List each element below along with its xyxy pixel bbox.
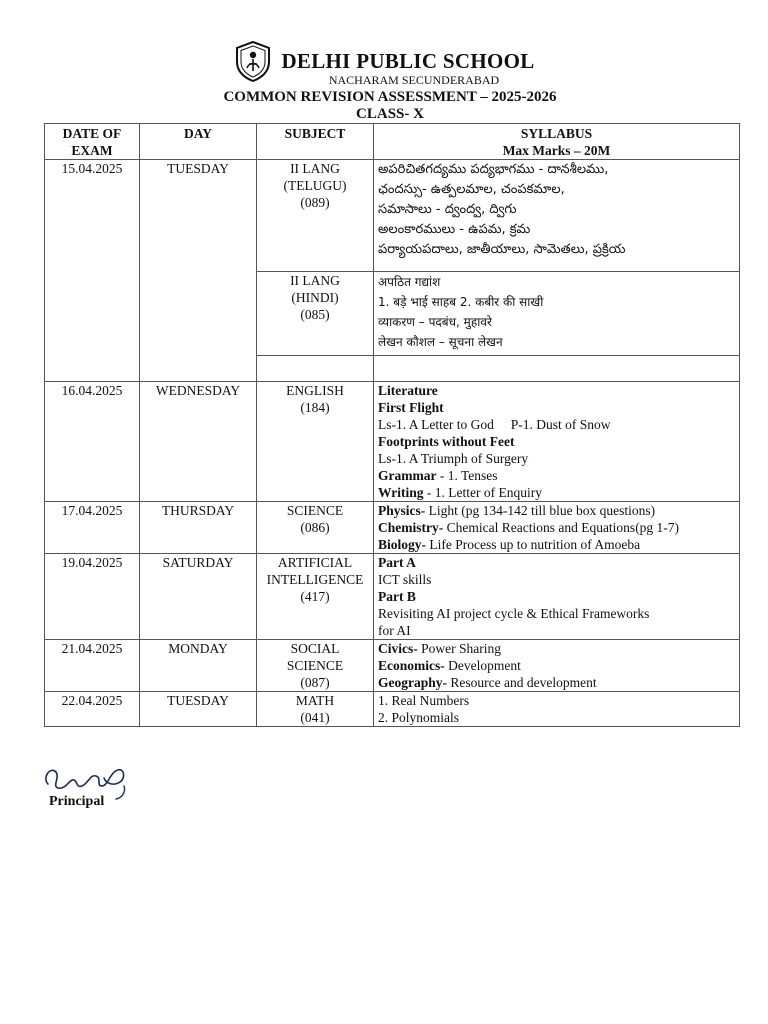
exam-date: 17.04.2025 bbox=[45, 502, 140, 554]
syllabus-line: పర్యాయపదాలు, జాతీయాలు, సామెతలు, ప్రక్రియ bbox=[378, 242, 626, 257]
subject-cell bbox=[257, 160, 374, 272]
subject-line: SOCIAL bbox=[290, 641, 340, 656]
exam-day: WEDNESDAY bbox=[140, 382, 257, 502]
syllabus-line bbox=[378, 536, 735, 553]
syllabus-line bbox=[378, 605, 735, 622]
subject-line: (089) bbox=[300, 195, 330, 210]
syllabus-cell bbox=[374, 640, 740, 692]
syllabus-line: అపరిచితగద్యము పద్యభాగము - దానశీలము, bbox=[378, 162, 609, 177]
principal-label: Principal bbox=[49, 794, 105, 809]
syllabus-line bbox=[378, 433, 735, 450]
exam-day: MONDAY bbox=[140, 640, 257, 692]
syllabus-heading: Part A bbox=[378, 555, 416, 570]
syllabus-cell bbox=[374, 554, 740, 640]
syllabus-cell bbox=[374, 272, 740, 356]
school-crest-icon bbox=[233, 40, 273, 82]
syllabus-heading: Economics- bbox=[378, 658, 445, 673]
syllabus-line: लेखन कौशल – सूचना लेखन bbox=[378, 335, 503, 349]
syllabus-cell bbox=[374, 382, 740, 502]
syllabus-line: ఛందస్సు- ఉత్పలమాల, చంపకమాల, bbox=[378, 182, 565, 197]
syllabus-heading: Grammar bbox=[378, 468, 437, 483]
syllabus-line: సమాసాలు - ద్వంద్వ, ద్విగు bbox=[378, 202, 517, 217]
school-name: DELHI PUBLIC SCHOOL bbox=[281, 48, 535, 73]
subject-line: (041) bbox=[300, 710, 330, 725]
syllabus-heading: Footprints without Feet bbox=[378, 434, 515, 449]
table-header-row bbox=[45, 124, 740, 160]
subject-line: ARTIFICIAL bbox=[277, 555, 353, 570]
syllabus-heading: Part B bbox=[378, 589, 416, 604]
table-row bbox=[45, 554, 740, 640]
subject-cell bbox=[257, 502, 374, 554]
header-max-marks: Max Marks – 20M bbox=[502, 143, 611, 158]
empty-syllabus-cell bbox=[374, 356, 740, 382]
syllabus-heading: Biology- bbox=[378, 537, 427, 552]
syllabus-text: Ls-1. A Triumph of Surgery bbox=[378, 451, 529, 466]
syllabus-text: 2. Polynomials bbox=[378, 710, 460, 725]
syllabus-text: Ls-1. A Letter to God P-1. Dust of Snow bbox=[378, 417, 611, 432]
syllabus-line bbox=[378, 519, 735, 536]
syllabus-line bbox=[378, 674, 735, 691]
exam-date: 16.04.2025 bbox=[45, 382, 140, 502]
subject-line: (184) bbox=[300, 400, 330, 415]
syllabus-heading: Physics- bbox=[378, 503, 426, 518]
subject-line: (HINDI) bbox=[291, 290, 339, 305]
exam-date: 15.04.2025 bbox=[45, 160, 140, 382]
empty-subject-cell bbox=[257, 356, 374, 382]
subject-cell bbox=[257, 692, 374, 727]
syllabus-text: Life Process up to nutrition of Amoeba bbox=[426, 537, 641, 552]
syllabus-line bbox=[378, 502, 735, 519]
syllabus-text: 1. Real Numbers bbox=[378, 693, 470, 708]
subject-line: (086) bbox=[300, 520, 330, 535]
syllabus-heading: First Flight bbox=[378, 400, 444, 415]
exam-date: 19.04.2025 bbox=[45, 554, 140, 640]
syllabus-text: Revisiting AI project cycle & Ethical Frameworks bbox=[378, 606, 650, 621]
header-day: DAY bbox=[140, 124, 257, 160]
school-branch: NACHARAM SECUNDERABAD bbox=[328, 73, 500, 87]
subject-line: MATH bbox=[295, 693, 335, 708]
subject-line: (085) bbox=[300, 307, 330, 322]
syllabus-text: Light (pg 134-142 till blue box questions) bbox=[425, 503, 656, 518]
exam-day: TUESDAY bbox=[140, 160, 257, 382]
subject-cell bbox=[257, 554, 374, 640]
subject-line: II LANG bbox=[290, 161, 340, 176]
subject-line: ENGLISH bbox=[286, 383, 344, 398]
exam-day: TUESDAY bbox=[140, 692, 257, 727]
syllabus-text: ICT skills bbox=[378, 572, 432, 587]
syllabus-line bbox=[378, 640, 735, 657]
syllabus-heading: Geography- bbox=[378, 675, 447, 690]
exam-day: SATURDAY bbox=[140, 554, 257, 640]
table-row bbox=[45, 692, 740, 727]
exam-schedule-table bbox=[44, 123, 740, 727]
exam-date: 22.04.2025 bbox=[45, 692, 140, 727]
syllabus-line bbox=[378, 554, 735, 571]
syllabus-heading: Writing bbox=[378, 485, 424, 500]
syllabus-line bbox=[378, 399, 735, 416]
syllabus-text: - 1. Tenses bbox=[436, 468, 498, 483]
syllabus-heading: Literature bbox=[378, 383, 438, 398]
syllabus-text: Power Sharing bbox=[417, 641, 501, 656]
header-subject: SUBJECT bbox=[257, 124, 374, 160]
subject-line: (TELUGU) bbox=[283, 178, 347, 193]
subject-line: SCIENCE bbox=[286, 658, 344, 673]
syllabus-text: for AI bbox=[378, 623, 411, 638]
syllabus-text: Resource and development bbox=[447, 675, 597, 690]
syllabus-line bbox=[378, 571, 735, 588]
syllabus-line bbox=[378, 709, 735, 726]
syllabus-cell bbox=[374, 692, 740, 727]
table-row bbox=[45, 160, 740, 272]
syllabus-cell bbox=[374, 502, 740, 554]
subject-cell bbox=[257, 382, 374, 502]
syllabus-line bbox=[378, 588, 735, 605]
subject-line: II LANG bbox=[290, 273, 340, 288]
syllabus-line bbox=[378, 484, 735, 501]
syllabus-heading: Civics- bbox=[378, 641, 418, 656]
subject-line: SCIENCE bbox=[286, 503, 344, 518]
subject-cell bbox=[257, 272, 374, 356]
syllabus-cell bbox=[374, 160, 740, 272]
header-syllabus bbox=[374, 124, 740, 160]
subject-line: INTELLIGENCE bbox=[266, 572, 364, 587]
syllabus-line bbox=[378, 692, 735, 709]
syllabus-line: अपठित गद्यांश bbox=[378, 275, 441, 289]
document-header bbox=[0, 40, 768, 123]
syllabus-line bbox=[378, 450, 735, 467]
table-row bbox=[45, 502, 740, 554]
syllabus-text: Chemical Reactions and Equations(pg 1-7) bbox=[443, 520, 680, 535]
syllabus-text: Development bbox=[444, 658, 521, 673]
exam-day: THURSDAY bbox=[140, 502, 257, 554]
syllabus-line bbox=[378, 382, 735, 399]
syllabus-line: 1. बड़े भाई साहब 2. कबीर की साखी bbox=[378, 295, 544, 309]
table-row bbox=[45, 382, 740, 502]
subject-line: (417) bbox=[300, 589, 330, 604]
syllabus-line bbox=[378, 657, 735, 674]
exam-date: 21.04.2025 bbox=[45, 640, 140, 692]
syllabus-line: అలంకారములు - ఉపమ, క్రమ bbox=[378, 222, 531, 237]
subject-line: (087) bbox=[300, 675, 330, 690]
syllabus-heading: Chemistry- bbox=[378, 520, 444, 535]
syllabus-line: व्याकरण – पदबंध, मुहावरे bbox=[378, 315, 492, 329]
header-date: DATE OF EXAM bbox=[45, 124, 140, 160]
assessment-title: COMMON REVISION ASSESSMENT – 2025-2026 bbox=[223, 89, 557, 105]
table-row bbox=[45, 640, 740, 692]
syllabus-line bbox=[378, 416, 735, 433]
syllabus-text: - 1. Letter of Enquiry bbox=[423, 485, 542, 500]
syllabus-line bbox=[378, 467, 735, 484]
subject-cell bbox=[257, 640, 374, 692]
class-label: CLASS- X bbox=[356, 106, 424, 122]
syllabus-line bbox=[378, 622, 735, 639]
header-syllabus-label: SYLLABUS bbox=[520, 126, 593, 141]
